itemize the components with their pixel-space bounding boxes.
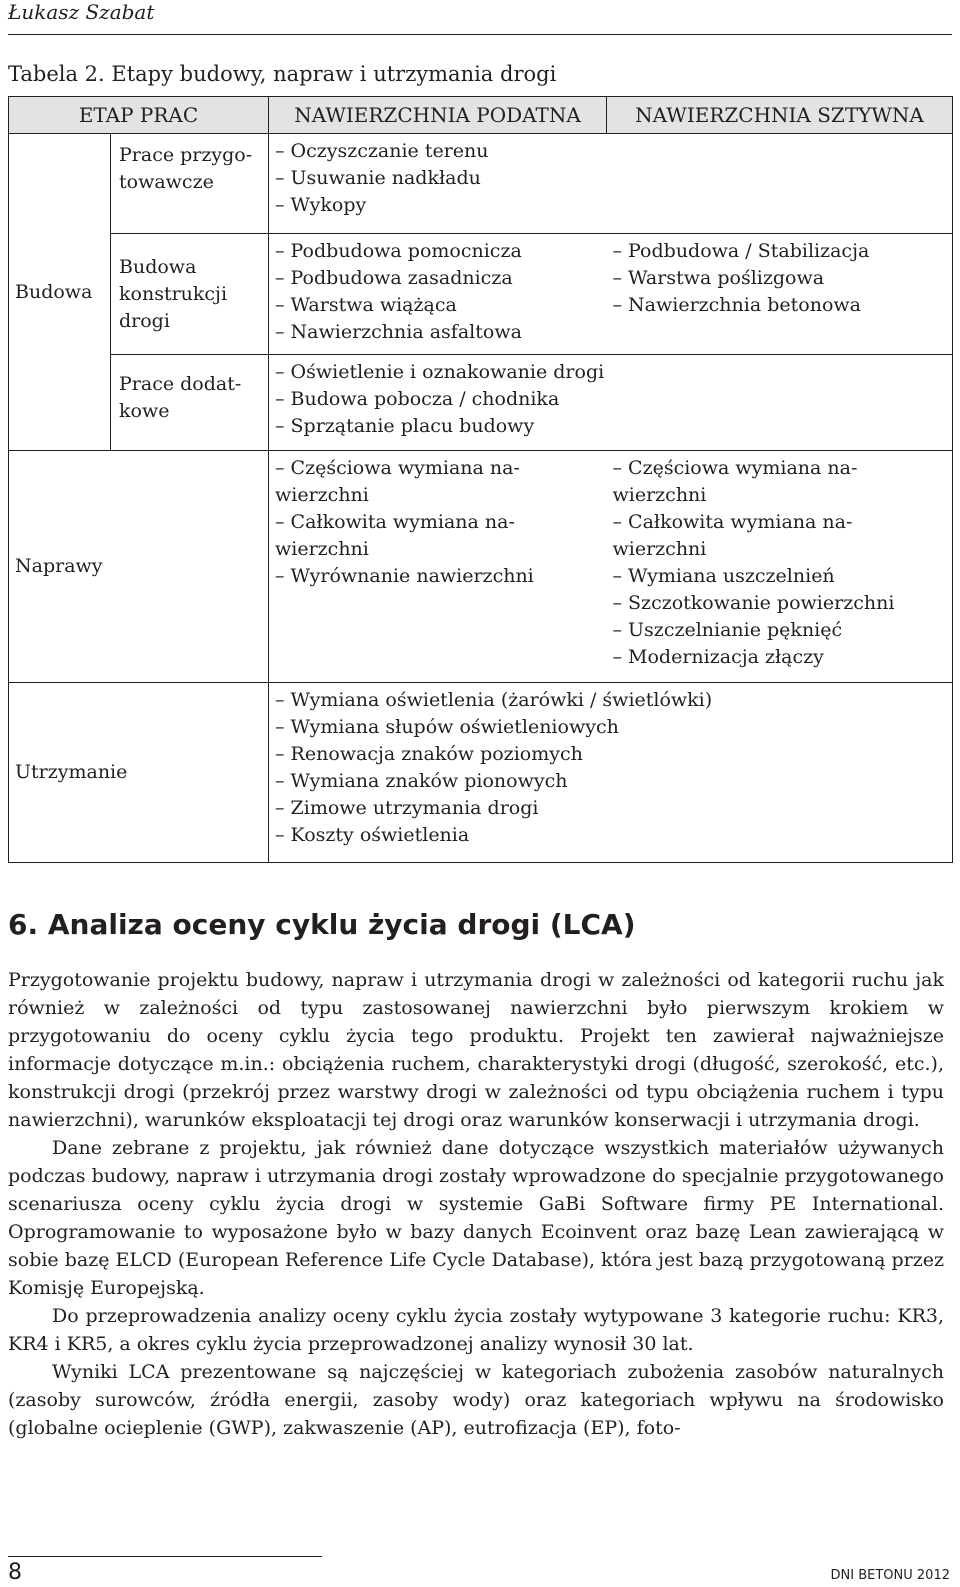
list-item: – Całkowita wymiana na-: [612, 511, 853, 533]
list-item: – Sprzątanie placu budowy: [275, 415, 535, 437]
author-name: Łukasz Szabat: [8, 0, 155, 24]
paragraph: Przygotowanie projektu budowy, napraw i utrzymania drogi w zależności od kategorii ruchu jak również w zależności od typu zastosowanej nawierzchni było pierwszym krokiem w przygotowaniu do oceny cyklu życia tego produktu. Projekt ten zawierał najważniejsze informacje dotyczące m.in.: obciążenia ruchem, charakterystyki drogi (długość, szerokość, etc.), konstrukcji drogi (przekrój przez warstwy drogi w zależności od typu obciążenia ruchem i typu nawierzchni), warunków eksploatacji tej drogi oraz warunków konserwacji i utrzymania drogi.: [8, 969, 944, 1131]
list-item: – Nawierzchnia betonowa: [612, 294, 861, 316]
list-item: – Wykopy: [275, 194, 367, 216]
list-item: – Wymiana znaków pionowych: [275, 770, 568, 792]
paragraph: Do przeprowadzenia analizy oceny cyklu życia zostały wytypowane 3 kategorie ruchu: KR3, KR4 i KR5, a okres cyklu życia przeprowadzonej analizy wynosił 30 lat.: [8, 1305, 944, 1355]
list-item: – Podbudowa pomocnicza: [275, 240, 522, 262]
stage-naprawy: Naprawy: [9, 451, 269, 683]
list-item: – Szczotkowanie powierzchni: [612, 592, 895, 614]
header-rule: [8, 34, 952, 35]
list-item: – Oczyszczanie terenu: [275, 140, 489, 162]
row-naprawy: [9, 451, 953, 683]
section-heading: 6. Analiza oceny cyklu życia drogi (LCA): [8, 908, 636, 941]
header-nawierzchnia-podatna: NAWIERZCHNIA PODATNA: [269, 97, 607, 134]
list-konstrukcja-podatna: [269, 234, 607, 355]
list-naprawy-sztywna: [607, 451, 953, 683]
footer-rule: [8, 1556, 322, 1557]
list-item: – Zimowe utrzymania drogi: [275, 797, 539, 819]
row-utrzymanie: [9, 683, 953, 863]
list-naprawy-podatna: [269, 451, 607, 683]
list-item: – Warstwa wiążąca: [275, 294, 457, 316]
list-item: – Uszczelnianie pęknięć: [612, 619, 843, 641]
list-item: – Wyrównanie nawierzchni: [275, 565, 534, 587]
list-dodatkowe: [269, 355, 953, 451]
page-number: 8: [8, 1560, 22, 1585]
list-item: – Nawierzchnia asfaltowa: [275, 321, 522, 343]
stage-utrzymanie: Utrzymanie: [9, 683, 269, 863]
list-item: wierzchni: [275, 484, 369, 506]
list-item: – Budowa pobocza / chodnika: [275, 388, 560, 410]
list-item: – Podbudowa zasadnicza: [275, 267, 513, 289]
list-item: wierzchni: [275, 538, 369, 560]
list-item: – Wymiana oświetlenia (żarówki / świetlówki): [275, 689, 713, 711]
row-prace-przygotowawcze: [9, 134, 953, 234]
table-caption: Tabela 2. Etapy budowy, napraw i utrzymania drogi: [8, 62, 557, 86]
stage-budowa: Budowa: [9, 134, 111, 451]
stages-table: [8, 96, 953, 863]
list-item: – Oświetlenie i oznakowanie drogi: [275, 361, 605, 383]
list-item: – Częściowa wymiana na-: [612, 457, 858, 479]
list-item: – Częściowa wymiana na-: [275, 457, 520, 479]
table-header-row: [9, 97, 953, 134]
list-konstrukcja-sztywna: [607, 234, 953, 355]
list-item: wierzchni: [612, 538, 707, 560]
substage-konstrukcja: Budowa konstrukcji drogi: [111, 234, 269, 355]
list-item: – Podbudowa / Stabilizacja: [612, 240, 870, 262]
list-item: wierzchni: [612, 484, 707, 506]
list-item: – Całkowita wymiana na-: [275, 511, 515, 533]
list-item: – Wymiana słupów oświetleniowych: [275, 716, 619, 738]
list-item: – Warstwa poślizgowa: [612, 267, 825, 289]
header-nawierzchnia-sztywna: NAWIERZCHNIA SZTYWNA: [607, 97, 953, 134]
row-prace-dodatkowe: [9, 355, 953, 451]
list-item: – Wymiana uszczelnień: [612, 565, 835, 587]
row-konstrukcja: [9, 234, 953, 355]
list-item: – Renowacja znaków poziomych: [275, 743, 583, 765]
journal-name: DNI BETONU 2012: [830, 1568, 950, 1583]
list-utrzymanie: [269, 683, 953, 863]
substage-przygotowawcze: Prace przygo- towawcze: [111, 134, 269, 234]
section-body: [8, 966, 944, 1442]
list-item: – Koszty oświetlenia: [275, 824, 470, 846]
paragraph: Wyniki LCA prezentowane są najczęściej w kategoriach zubożenia zasobów naturalnych (zasoby surowców, źródła energii, zasoby wody) oraz kategoriach wpływu na środowisko (globalne ocieplenie (GWP), zakwaszenie (AP), eutrofizacja (EP), foto-: [8, 1361, 944, 1439]
header-etap-prac: ETAP PRAC: [9, 97, 269, 134]
list-przygotowawcze: [269, 134, 953, 234]
list-item: – Usuwanie nadkładu: [275, 167, 481, 189]
paragraph: Dane zebrane z projektu, jak również dane dotyczące wszystkich materiałów używanych podczas budowy, napraw i utrzymania drogi zostały wprowadzone do specjalnie przygotowanego scenariusza oceny cyklu życia drogi w systemie GaBi Software firmy PE International. Oprogramowanie to wyposażone było w bazy danych Ecoinvent oraz bazę Lean zawierającą w sobie bazę ELCD (European Reference Life Cycle Database), która jest bazą przygotowaną przez Komisję Europejską.: [8, 1137, 944, 1299]
substage-dodatkowe: Prace dodat- kowe: [111, 355, 269, 451]
list-item: – Modernizacja złączy: [612, 646, 824, 668]
